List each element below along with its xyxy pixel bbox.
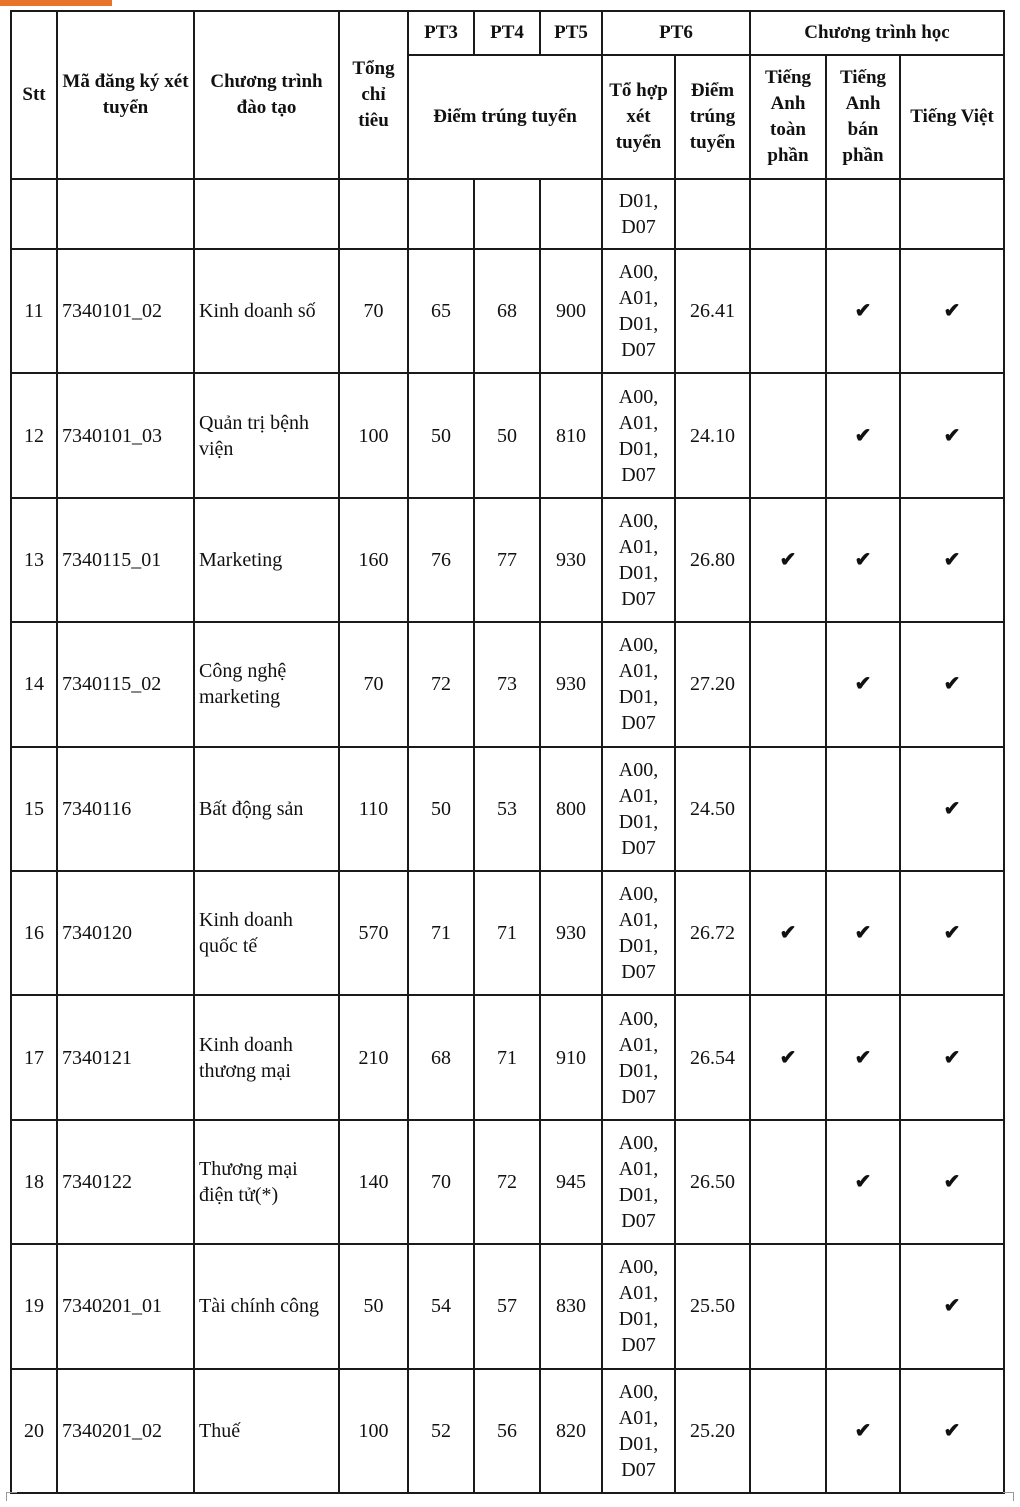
cell-vietnamese-check: ✔ — [900, 249, 1004, 373]
cell-english-full-check — [750, 1244, 826, 1368]
cell-pt3-score: 76 — [408, 498, 474, 622]
cell-english-partial-check: ✔ — [826, 373, 900, 497]
cell-stt: 18 — [11, 1120, 57, 1244]
cell-vietnamese-check: ✔ — [900, 1120, 1004, 1244]
header-training-program: Chương trình đào tạo — [194, 11, 339, 179]
cell-registration-code: 7340101_02 — [57, 249, 194, 373]
cell-pt5-score: 800 — [540, 747, 602, 871]
cell-vietnamese-check: ✔ — [900, 622, 1004, 746]
table-row — [11, 1369, 1004, 1493]
cell-stt: 15 — [11, 747, 57, 871]
header-vietnamese: Tiếng Việt — [900, 55, 1004, 179]
cell-program-name: Thương mại điện tử(*) — [194, 1120, 339, 1244]
cell-pt5-score: 830 — [540, 1244, 602, 1368]
cell-total-quota: 210 — [339, 995, 408, 1119]
cell-pt4-score: 56 — [474, 1369, 540, 1493]
cell-vietnamese-check: ✔ — [900, 747, 1004, 871]
cell-vietnamese-check: ✔ — [900, 1244, 1004, 1368]
table-row — [11, 747, 1004, 871]
cell-pt6-score: 26.72 — [675, 871, 750, 995]
header-total-quota: Tổng chỉ tiêu — [339, 11, 408, 179]
cell-pt3-score: 72 — [408, 622, 474, 746]
table-row — [11, 249, 1004, 373]
cell-english-full-check — [750, 1369, 826, 1493]
cell-stt: 17 — [11, 995, 57, 1119]
cell-total-quota: 160 — [339, 498, 408, 622]
cell-subject-combination: A00, A01, D01, D07 — [602, 1120, 675, 1244]
cell-pt3-score: 50 — [408, 747, 474, 871]
cell-stt: 20 — [11, 1369, 57, 1493]
cell-english-partial-check: ✔ — [826, 622, 900, 746]
cell-pt3-score: 65 — [408, 249, 474, 373]
cell-pt6-score: 25.20 — [675, 1369, 750, 1493]
cell-registration-code: 7340101_03 — [57, 373, 194, 497]
cell-stt: 12 — [11, 373, 57, 497]
cell-subject-combination: A00, A01, D01, D07 — [602, 747, 675, 871]
table-row — [11, 622, 1004, 746]
cell-program-name: Marketing — [194, 498, 339, 622]
cell-subject-combination: A00, A01, D01, D07 — [602, 498, 675, 622]
header-registration-code: Mã đăng ký xét tuyển — [57, 11, 194, 179]
cell-program-name: Tài chính công — [194, 1244, 339, 1368]
cell-total-quota: 140 — [339, 1120, 408, 1244]
cell-english-partial-check: ✔ — [826, 1120, 900, 1244]
cell-registration-code: 7340120 — [57, 871, 194, 995]
cell-stt: 19 — [11, 1244, 57, 1368]
table-row — [11, 373, 1004, 497]
cell-pt4-score: 50 — [474, 373, 540, 497]
continuation-combo: D01, D07 — [602, 179, 675, 249]
cell-english-partial-check: ✔ — [826, 871, 900, 995]
cell-pt5-score: 820 — [540, 1369, 602, 1493]
cell-total-quota: 100 — [339, 373, 408, 497]
cell-pt3-score: 50 — [408, 373, 474, 497]
cell-pt6-score: 24.10 — [675, 373, 750, 497]
cell-pt4-score: 53 — [474, 747, 540, 871]
header-subject-combination: Tổ hợp xét tuyển — [602, 55, 675, 179]
cell-subject-combination: A00, A01, D01, D07 — [602, 249, 675, 373]
cell-subject-combination: A00, A01, D01, D07 — [602, 1369, 675, 1493]
cell-english-full-check — [750, 747, 826, 871]
cell-english-full-check: ✔ — [750, 498, 826, 622]
cell-english-partial-check: ✔ — [826, 249, 900, 373]
continuation-row — [11, 179, 1004, 249]
cell-pt5-score: 810 — [540, 373, 602, 497]
cell-pt5-score: 900 — [540, 249, 602, 373]
cell-pt6-score: 26.41 — [675, 249, 750, 373]
cell-total-quota: 50 — [339, 1244, 408, 1368]
cell-pt4-score: 73 — [474, 622, 540, 746]
cell-pt4-score: 71 — [474, 871, 540, 995]
cell-pt6-score: 25.50 — [675, 1244, 750, 1368]
table-row — [11, 995, 1004, 1119]
cell-english-full-check — [750, 622, 826, 746]
cell-english-partial-check: ✔ — [826, 1369, 900, 1493]
cell-pt4-score: 71 — [474, 995, 540, 1119]
header-admission-score: Điểm trúng tuyển — [408, 55, 602, 179]
cell-subject-combination: A00, A01, D01, D07 — [602, 622, 675, 746]
cell-subject-combination: A00, A01, D01, D07 — [602, 373, 675, 497]
cell-registration-code: 7340121 — [57, 995, 194, 1119]
cell-program-name: Quản trị bệnh viện — [194, 373, 339, 497]
header-stt: Stt — [11, 11, 57, 179]
cell-english-full-check — [750, 249, 826, 373]
cell-english-partial-check: ✔ — [826, 995, 900, 1119]
cell-pt6-score: 27.20 — [675, 622, 750, 746]
cell-english-full-check — [750, 1120, 826, 1244]
page-corner-mark-left — [6, 1492, 17, 1501]
cell-pt3-score: 54 — [408, 1244, 474, 1368]
cell-english-partial-check — [826, 1244, 900, 1368]
cell-total-quota: 100 — [339, 1369, 408, 1493]
page-corner-mark-right — [1003, 1492, 1014, 1501]
cell-pt5-score: 945 — [540, 1120, 602, 1244]
cell-stt: 16 — [11, 871, 57, 995]
header-study-program: Chương trình học — [750, 11, 1004, 55]
cell-pt5-score: 910 — [540, 995, 602, 1119]
cell-pt3-score: 71 — [408, 871, 474, 995]
cell-subject-combination: A00, A01, D01, D07 — [602, 995, 675, 1119]
cell-stt: 13 — [11, 498, 57, 622]
cell-pt6-score: 26.80 — [675, 498, 750, 622]
cell-pt5-score: 930 — [540, 498, 602, 622]
cell-total-quota: 70 — [339, 622, 408, 746]
cell-vietnamese-check: ✔ — [900, 373, 1004, 497]
cell-pt6-score: 26.54 — [675, 995, 750, 1119]
header-pt5: PT5 — [540, 11, 602, 55]
cell-subject-combination: A00, A01, D01, D07 — [602, 1244, 675, 1368]
cell-program-name: Kinh doanh số — [194, 249, 339, 373]
cell-program-name: Bất động sản — [194, 747, 339, 871]
header-pt6-score: Điểm trúng tuyển — [675, 55, 750, 179]
cell-pt4-score: 57 — [474, 1244, 540, 1368]
cell-pt3-score: 52 — [408, 1369, 474, 1493]
header-pt6: PT6 — [602, 11, 750, 55]
cell-total-quota: 70 — [339, 249, 408, 373]
cell-registration-code: 7340115_01 — [57, 498, 194, 622]
table-row — [11, 1120, 1004, 1244]
cell-vietnamese-check: ✔ — [900, 995, 1004, 1119]
cell-registration-code: 7340116 — [57, 747, 194, 871]
cell-pt6-score: 26.50 — [675, 1120, 750, 1244]
cell-stt: 14 — [11, 622, 57, 746]
table-body — [11, 179, 1004, 1493]
cell-english-full-check — [750, 373, 826, 497]
cell-pt3-score: 68 — [408, 995, 474, 1119]
cell-registration-code: 7340115_02 — [57, 622, 194, 746]
cell-registration-code: 7340122 — [57, 1120, 194, 1244]
cell-pt5-score: 930 — [540, 622, 602, 746]
cell-registration-code: 7340201_02 — [57, 1369, 194, 1493]
header-english-full: Tiếng Anh toàn phần — [750, 55, 826, 179]
table-row — [11, 1244, 1004, 1368]
cell-total-quota: 570 — [339, 871, 408, 995]
cell-pt5-score: 930 — [540, 871, 602, 995]
cell-vietnamese-check: ✔ — [900, 1369, 1004, 1493]
cell-vietnamese-check: ✔ — [900, 498, 1004, 622]
header-pt3: PT3 — [408, 11, 474, 55]
cell-registration-code: 7340201_01 — [57, 1244, 194, 1368]
cell-program-name: Thuế — [194, 1369, 339, 1493]
cell-vietnamese-check: ✔ — [900, 871, 1004, 995]
table-header — [11, 11, 1004, 179]
header-pt4: PT4 — [474, 11, 540, 55]
cell-subject-combination: A00, A01, D01, D07 — [602, 871, 675, 995]
table-row — [11, 871, 1004, 995]
cell-stt: 11 — [11, 249, 57, 373]
cell-program-name: Kinh doanh quốc tế — [194, 871, 339, 995]
admissions-score-table — [10, 10, 1005, 1494]
cell-english-full-check: ✔ — [750, 995, 826, 1119]
cell-english-partial-check: ✔ — [826, 498, 900, 622]
cell-english-full-check: ✔ — [750, 871, 826, 995]
cell-pt4-score: 77 — [474, 498, 540, 622]
cell-english-partial-check — [826, 747, 900, 871]
table-row — [11, 498, 1004, 622]
cell-pt4-score: 68 — [474, 249, 540, 373]
cell-pt6-score: 24.50 — [675, 747, 750, 871]
top-accent-strip — [0, 0, 112, 6]
cell-pt3-score: 70 — [408, 1120, 474, 1244]
cell-program-name: Công nghệ marketing — [194, 622, 339, 746]
cell-program-name: Kinh doanh thương mại — [194, 995, 339, 1119]
cell-pt4-score: 72 — [474, 1120, 540, 1244]
cell-total-quota: 110 — [339, 747, 408, 871]
header-english-partial: Tiếng Anh bán phần — [826, 55, 900, 179]
